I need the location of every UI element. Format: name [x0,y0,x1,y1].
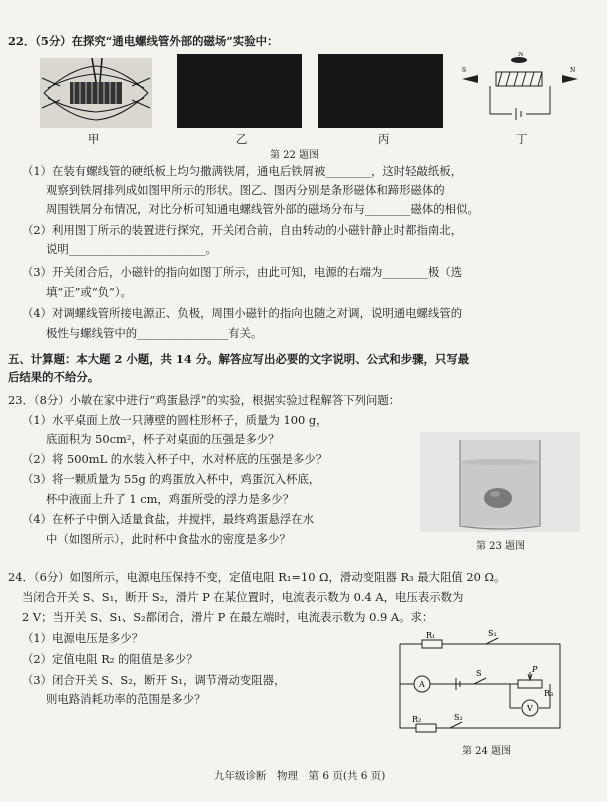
section5-line2: 后结果的不给分。 [8,370,100,384]
svg-text:N: N [518,52,524,58]
q22-item2-line1: （2）利用图丁所示的装置进行探究，开关闭合前，自由转动的小磁针静止时都指南北， [22,223,463,237]
q24-item3-line1: （3）闭合开关 S、S₂，断开 S₁，调节滑动变阻器， [22,673,286,687]
q24-fig-caption: 第 24 题图 [462,746,512,757]
q24-line2: 当闭合开关 S、S₁，断开 S₂，滑片 P 在某位置时，电流表示数为 0.4 A，电压表示数为 [22,590,464,604]
figure-ding-solenoid-circuit [460,52,580,132]
q24-line1: 24．（6分）如图所示，电源电压保持不变，定值电阻 R₁=10 Ω，滑动变阻器 R₃ 最大阻值 20 Ω。 [8,570,506,584]
q23-item3-line2: 杯中液面上升了 1 cm，鸡蛋所受的浮力是多少？ [46,492,295,506]
fig-label-jia: 甲 [88,132,100,146]
svg-text:S: S [462,67,467,74]
section5-line1: 五、计算题：本大题 2 小题，共 14 分。解答应写出必要的文字说明、公式和步骤，只写最 [8,352,470,366]
figure-bing-horseshoe-magnet-photo [318,54,443,128]
q23-header: 23．（8分）小敏在家中进行“鸡蛋悬浮”的实验，根据实验过程解答下列问题： [8,393,401,407]
page-footer: 九年级诊断 物理 第 6 页(共 6 页) [214,770,386,782]
q22-item4-line1: （4）对调螺线管所接电源正、负极，周围小磁针的指向也随之对调，说明通电螺线管的 [22,306,463,320]
voltmeter-symbol: V [527,704,533,713]
q22-fig-caption: 第 22 题图 [270,150,320,161]
q22-item1-line1: （1）在装有螺线管的硬纸板上均匀撒满铁屑，通电后铁屑被________，这时轻敲纸板， [22,164,463,178]
q22-item3-line1: （3）开关闭合后，小磁针的指向如图丁所示，由此可知，电源的右端为________极（选 [22,265,463,279]
q22-item4-line2: 极性与螺线管中的________________有关。 [46,326,263,340]
q23-fig-caption: 第 23 题图 [476,541,526,552]
figure-24-circuit-diagram [390,628,570,738]
q22-item1-line2: 观察到铁屑排列成如图甲所示的形状。图乙、图丙分别是条形磁体和蹄形磁体的 [46,183,445,197]
label-r3: R₃ [544,689,554,698]
figure-23-egg-cup-photo [420,432,580,532]
label-r2: R₂ [412,715,422,724]
q23-item4-line2: 中（如图所示），此时杯中食盐水的密度是多少？ [46,532,291,546]
fig-label-ding: 丁 [516,132,528,146]
svg-text:N: N [570,67,576,74]
q22-item1-line3: 周围铁屑分布情况，对比分析可知通电螺线管外部的磁场分布与________磁体的相似。 [46,202,479,216]
q24-item1-line1: （1）电源电压是多少？ [22,631,144,645]
q23-item3-line1: （3）将一颗质量为 55g 的鸡蛋放入杯中，鸡蛋沉入杯底， [22,472,321,486]
q24-line3: 2 V；当开关 S、S₁、S₂都闭合，滑片 P 在最左端时，电流表示数为 0.9 A。求： [22,610,434,624]
q23-item2-line1: （2）将 500mL 的水装入杯子中，水对杯底的压强是多少？ [22,452,328,466]
label-r1: R₁ [426,631,436,640]
fig-label-bing: 丙 [378,132,390,146]
label-s1: S₁ [488,629,497,638]
q22-header: 22．（5分）在探究“通电螺线管外部的磁场”实验中： [8,34,279,48]
q23-item1-line2: 底面积为 50cm²，杯子对桌面的压强是多少？ [46,432,280,446]
label-s2: S₂ [454,713,463,722]
q23-item1-line1: （1）水平桌面上放一只薄壁的圆柱形杯子，质量为 100 g， [22,413,328,427]
figure-yi-bar-magnet-photo [177,54,302,128]
q22-item3-line2: 填“正”或“负”）。 [46,285,132,299]
q24-item3-line2: 则电路消耗功率的范围是多少？ [46,692,206,706]
q24-item2-line1: （2）定值电阻 R₂ 的阻值是多少？ [22,652,198,666]
figure-jia [40,58,152,128]
label-p: P [532,665,538,674]
label-s: S [476,669,482,678]
ammeter-symbol: A [419,680,425,689]
fig-label-yi: 乙 [236,132,248,146]
q22-item2-line2: 说明________________________。 [46,242,217,256]
q23-item4-line1: （4）在杯子中倒入适量食盐，并搅拌，最终鸡蛋悬浮在水 [22,512,315,526]
